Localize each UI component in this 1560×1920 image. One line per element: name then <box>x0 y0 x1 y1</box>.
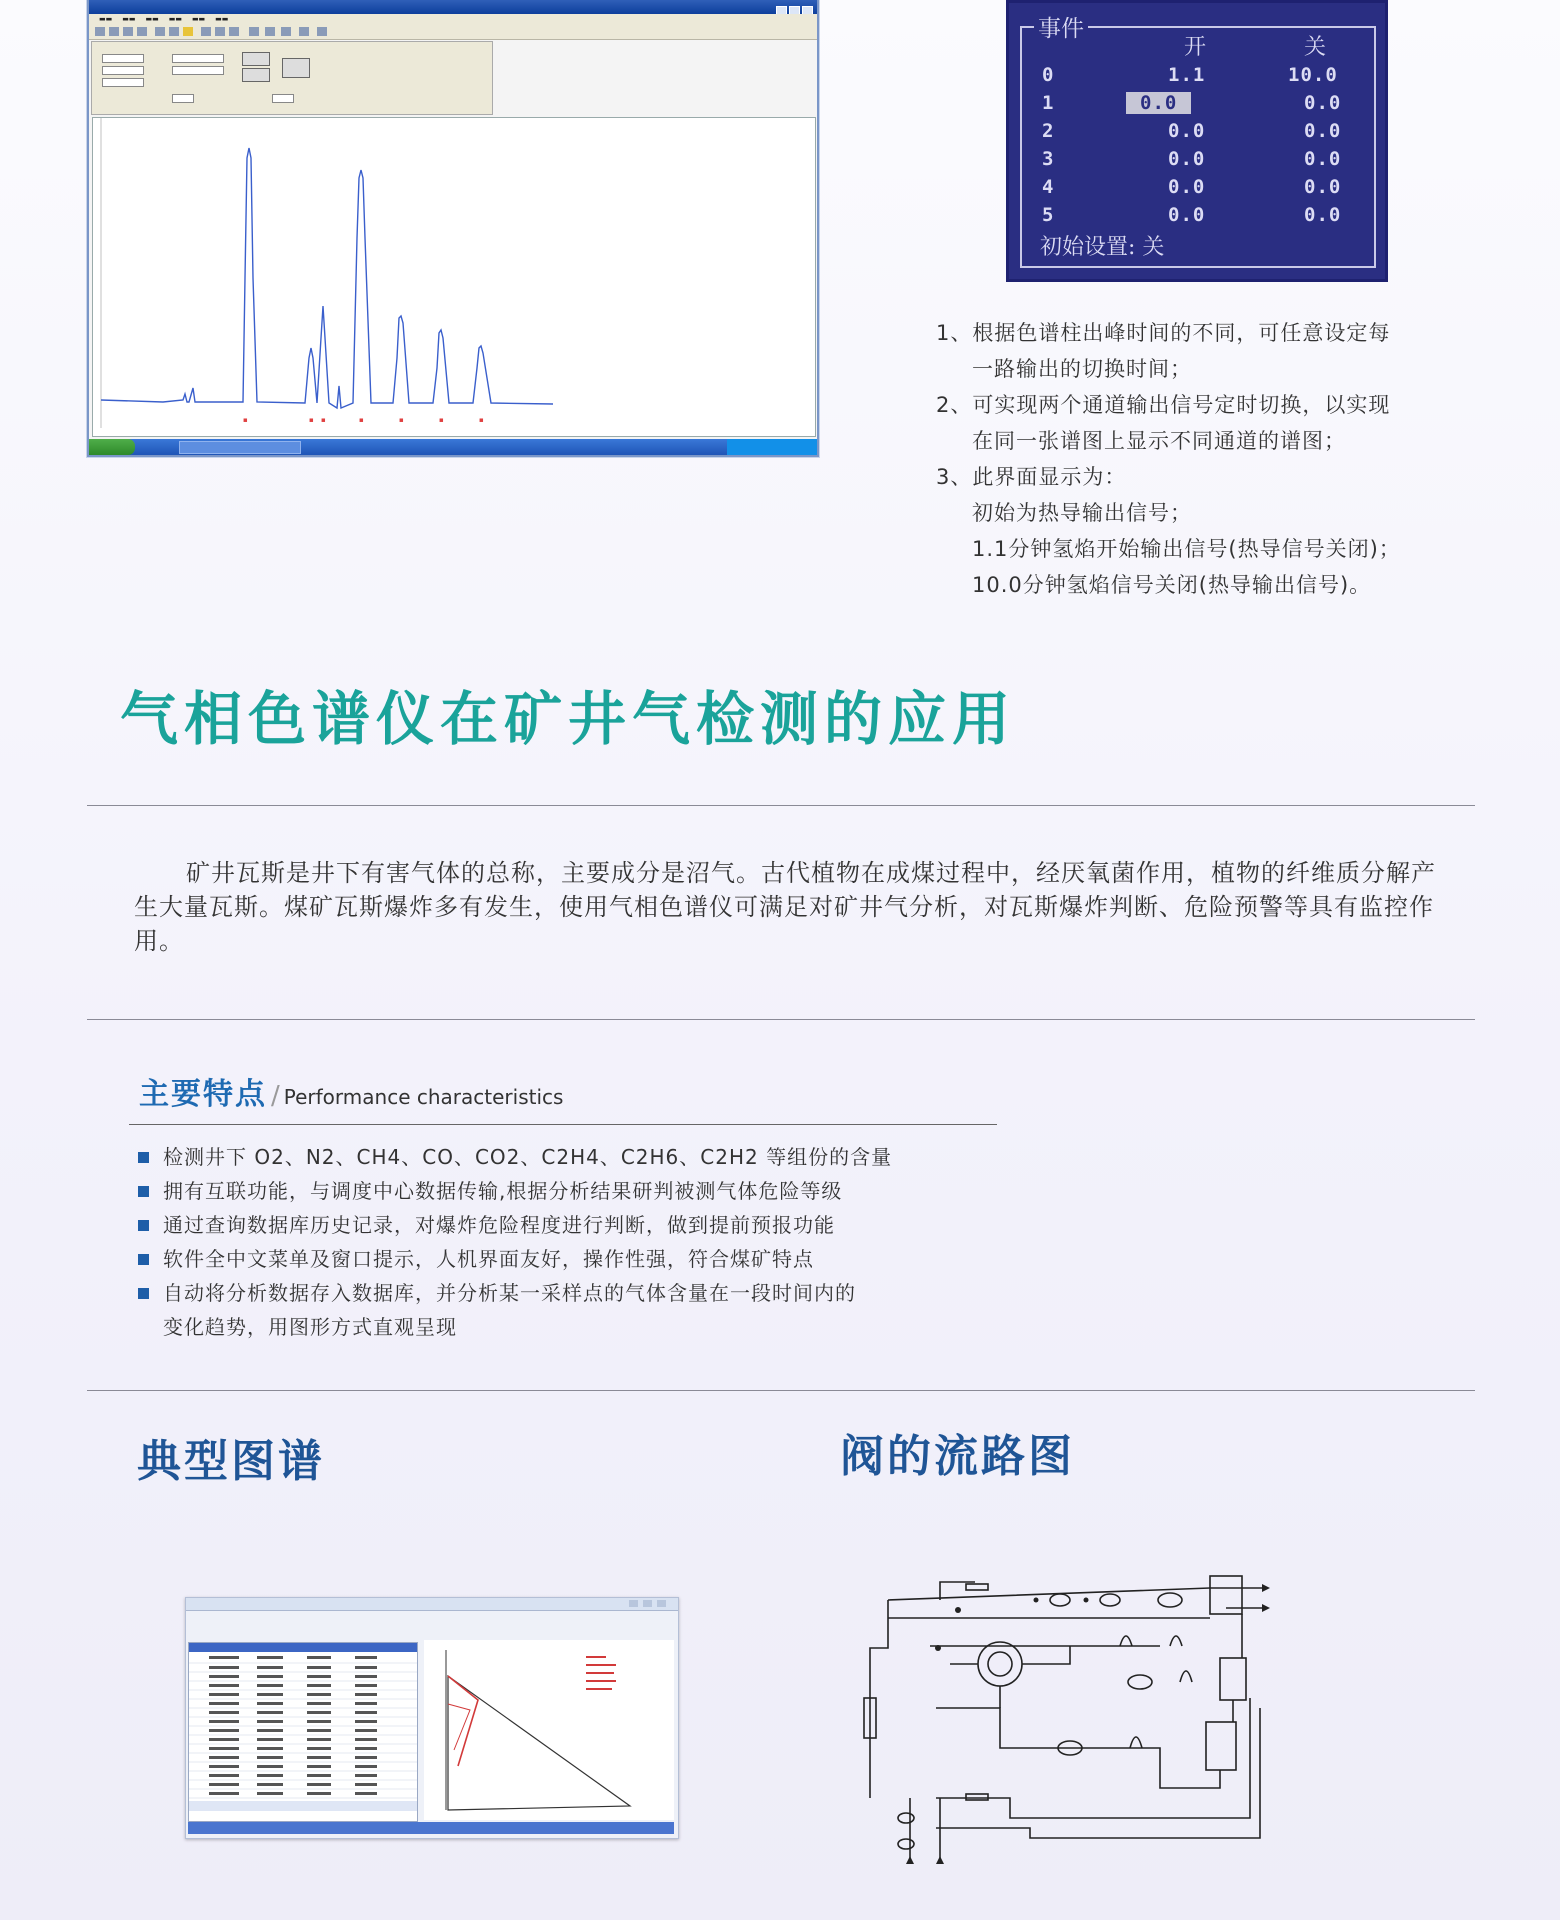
note-line: 10.0分钟氢焰信号关闭(热导输出信号)。 <box>972 573 1372 597</box>
explosion-triangle-chart <box>424 1640 674 1820</box>
windows-taskbar <box>89 439 817 455</box>
event-table-title: 事件 <box>1034 10 1088 43</box>
features-title-en: Performance characteristics <box>283 1085 564 1109</box>
event-on-value: 0.0 <box>1168 204 1206 226</box>
svg-text:▪: ▪ <box>359 416 364 424</box>
start-button <box>89 439 135 455</box>
features-underline <box>129 1124 997 1125</box>
event-id: 4 <box>1042 176 1055 198</box>
feature-item: 检测井下 O2、N2、CH4、CO、CO2、C2H4、C2H6、C2H2 等组份的含量 <box>138 1140 892 1174</box>
page-title: 气相色谱仪在矿井气检测的应用 <box>120 685 1017 753</box>
svg-text:▪: ▪ <box>309 416 314 424</box>
event-on-value: 0.0 <box>1168 120 1206 142</box>
event-off-value: 0.0 <box>1304 204 1342 226</box>
settings-panel <box>91 41 493 115</box>
column-off-header: 关 <box>1304 35 1327 60</box>
window-titlebar <box>186 1598 678 1611</box>
event-id: 2 <box>1042 120 1055 142</box>
note-line: 初始为热导输出信号； <box>972 501 1192 525</box>
event-id: 3 <box>1042 148 1055 170</box>
gas-analysis-software-screenshot <box>185 1597 679 1839</box>
chromatogram-plot <box>92 117 816 437</box>
event-off-value: 0.0 <box>1304 176 1342 198</box>
divider <box>87 1390 1475 1391</box>
features-title-cn: 主要特点 <box>139 1077 267 1112</box>
square-bullet-icon <box>138 1186 149 1197</box>
chromatography-software-screenshot <box>87 0 819 457</box>
system-tray <box>727 439 817 455</box>
initial-setting: 初始设置: 关 <box>1040 235 1165 260</box>
window-footer-bar <box>188 1822 674 1834</box>
history-data-table <box>188 1642 418 1822</box>
note-line: 一路输出的切换时间； <box>972 357 1192 381</box>
square-bullet-icon <box>138 1254 149 1265</box>
feature-item-continuation: 变化趋势，用图形方式直观呈现 <box>163 1315 457 1339</box>
note-line: 2、可实现两个通道输出信号定时切换，以实现 <box>936 393 1391 417</box>
svg-text:▪: ▪ <box>399 416 404 424</box>
valve-flow-diagram <box>830 1548 1280 1870</box>
feature-item: 软件全中文菜单及窗口提示，人机界面友好，操作性强，符合煤矿特点 <box>138 1242 814 1276</box>
event-id: 1 <box>1042 92 1055 114</box>
event-off-value: 0.0 <box>1304 148 1342 170</box>
svg-text:▪: ▪ <box>321 416 326 424</box>
features-heading <box>139 1069 563 1113</box>
feature-item: 自动将分析数据存入数据库，并分析某一采样点的气体含量在一段时间内的 <box>138 1276 856 1310</box>
event-off-value: 0.0 <box>1304 92 1342 114</box>
event-off-value: 10.0 <box>1288 64 1338 86</box>
note-line: 3、此界面显示为： <box>936 465 1127 489</box>
features-separator: / <box>271 1081 280 1111</box>
window-titlebar <box>89 0 817 14</box>
square-bullet-icon <box>138 1220 149 1231</box>
event-table-panel <box>1006 0 1388 282</box>
divider <box>87 805 1475 806</box>
valve-flow-diagram-title: 阀的流路图 <box>840 1431 1075 1482</box>
note-line: 1.1分钟氢焰开始输出信号(热导信号关闭)； <box>972 537 1401 561</box>
event-id: 5 <box>1042 204 1055 226</box>
note-line: 1、根据色谱柱出峰时间的不同，可任意设定每 <box>936 321 1391 345</box>
event-on-value: 1.1 <box>1168 64 1206 86</box>
feature-item: 拥有互联功能，与调度中心数据传输,根据分析结果研判被测气体危险等级 <box>138 1174 842 1208</box>
event-on-value-selected[interactable]: 0.0 <box>1126 92 1191 114</box>
svg-text:▪: ▪ <box>479 416 484 424</box>
feature-item: 通过查询数据库历史记录，对爆炸危险程度进行判断，做到提前预报功能 <box>138 1208 835 1242</box>
window-toolbar <box>89 25 817 40</box>
event-on-value: 0.0 <box>1168 148 1206 170</box>
divider <box>87 1019 1475 1020</box>
typical-chromatogram-title: 典型图谱 <box>137 1436 325 1487</box>
square-bullet-icon <box>138 1152 149 1163</box>
window-menubar: ▬▬ ▬▬ ▬▬ ▬▬ ▬▬ ▬▬ <box>89 14 817 25</box>
event-on-value: 0.0 <box>1168 176 1206 198</box>
column-on-header: 开 <box>1184 35 1207 60</box>
note-line: 在同一张谱图上显示不同通道的谱图； <box>972 429 1346 453</box>
square-bullet-icon <box>138 1288 149 1299</box>
event-id: 0 <box>1042 64 1055 86</box>
svg-text:▪: ▪ <box>243 416 248 424</box>
taskbar-window-item <box>179 441 301 454</box>
svg-text:▪: ▪ <box>439 416 444 424</box>
intro-paragraph: 矿井瓦斯是井下有害气体的总称，主要成分是沼气。古代植物在成煤过程中，经厌氧菌作用，植物的纤维质分解产生大量瓦斯。煤矿瓦斯爆炸多有发生，使用气相色谱仪可满足对矿井气分析，对瓦斯爆炸判断、危险预警等具有监控作用。 <box>134 859 1436 955</box>
event-off-value: 0.0 <box>1304 120 1342 142</box>
